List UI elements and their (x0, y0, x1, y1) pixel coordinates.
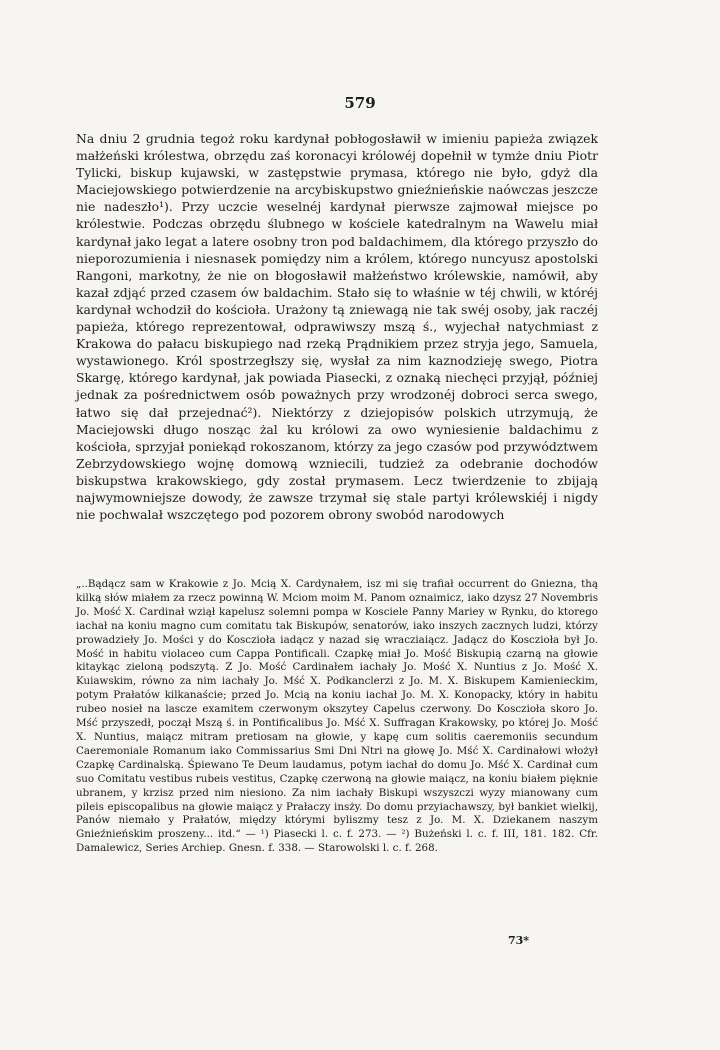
printer-signature-mark: 73* (508, 934, 530, 947)
page-number: 579 (344, 94, 376, 112)
main-body-text (76, 130, 598, 523)
footnotes (76, 578, 598, 856)
main-paragraph: Na dniu 2 grudnia tegoż roku kardynał pobłogosławił w imieniu papieża związek małżeński królestwa, obrzędu zaś koronacyi królowéj dopełnił w tymże dniu Piotr Tylicki, biskup kujawski, w zastępstwie prymasa, którego nie było, gdyż dla Maciejowskiego potwierdzenie na arcybiskupstwo gnieźnieńskie naówczas jeszcze nie nadeszło¹). Przy uczcie weselnéj kardynał pierwsze zajmował miejsce po królestwie. Podczas obrzędu ślubnego w kościele katedralnym na Wawelu miał kardynał jako legat a latere osobny tron pod baldachimem, dla którego przyszło do nieporozumienia i niesnasek pomiędzy nim a królem, którego nuncyusz apostolski Rangoni, markotny, że nie on błogosławił małżeństwo królewskie, namówił, aby kazał zdjąć przed czasem ów baldachim. Stało się to właśnie w téj chwili, w któréj kardynał wchodził do kościoła. Urażony tą zniewagą nie tak swéj osoby, jak raczéj papieża, którego reprezentował, odprawiwszy mszą ś., wyjechał natychmiast z Krakowa do pałacu biskupiego nad rzeką Prądnikiem przez stryja jego, Samuela, wystawionego. Król spostrzegłszy się, wysłał za nim kaznodzieję swego, Piotra Skargę, którego kardynał, jak powiada Piasecki, z oznaką niechęci przyjął, później jednak za pośrednictwem osób poważnych przy wrodzonéj dobroci serca swego, łatwo się dał przejednać²). Niektórzy z dziejopisów polskich utrzymują, że Maciejowski długo nosząc żal ku królowi za owo wyniesienie baldachimu z kościoła, sprzyjał poniekąd rokoszanom, którzy za jego czasów pod przywództwem Zebrzydowskiego wojnę domową wzniecili, tudzież za odebranie dochodów biskupstwa krakowskiego, gdy został prymasem. Lecz twierdzenie to zbijają najwymowniejsze dowody, że zawsze trzymał się stale partyi królewskiéj i nigdy nie pochwalał wszczętego pod pozorem obrony swobód narodowych (76, 131, 598, 523)
footnote-paragraph: „..Bądącz sam w Krakowie z Jo. Mcią X. Cardynałem, isz mi się trafiał occurrent do Gniezna, thą kilką słów miałem za rzecz powinną W. Mciom moim M. Panom oznaimicz, iako dzysz 27 Novembris Jo. Mość X. Cardinał wziął kapelusz solemni pompa w Kosciele Panny Mariey w Rynku, do ktorego iachał na koniu magno cum comitatu tak Biskupów, senatorów, iako inszych zacznych ludzi, którzy prowadzieły Jo. Mości y do Kosczioła iadącz y nazad się wracziaiącz. Jadącz do Kosczioła był Jo. Mość in habitu violaceo cum Cappa Pontificali. Czapkę miał Jo. Mość Biskupią czarną na głowie kitaykąc zieloną podszytą. Z Jo. Mość Cardinałem iachały Jo. Mość X. Nuntius z Jo. Mość X. Kuiawskim, równo za nim iachały Jo. Mść X. Podkanclerzi z Jo. M. X. Biskupem Kamienieckim, potym Prałatów kilkanaście; przed Jo. Mcią na koniu iachał Jo. M. X. Konopacky, który in habitu rubeo nosieł na lascze examitem czerwonym okszytey Capelus czerwony. Do Kosczioła skoro Jo. Mść przyszedł, począł Mszą ś. in Pontificalibus Jo. Mść X. Suffragan Krakowsky, po której Jo. Mość X. Nuntius, maiącz mitram pretiosam na głowie, y kapę cum solitis caeremoniis secundum Caeremoniale Romanum iako Commissarius Smi Dni Ntri na głowę Jo. Mść X. Cardinałowi włożył Czapkę Cardinalską. Śpiewano Te Deum laudamus, potym iachał do domu Jo. Mść X. Cardinał cum suo Comitatu vestibus rubeis vestitus, Czapkę czerwoną na głowie maiącz, na koniu białem pięknie ubranem, y krzisz przed nim niesiono. Za nim iachały Biskupi wszyszczi wyzy mianowany cum pileis episcopalibus na głowie maiącz y Prałaczy insży. Do domu przyiachawszy, był bankiet wielkij, Panów niemało y Prałatów, między którymi byliszmy tesz z Jo. M. X. Dziekanem naszym Gnieźnieńskim proszeny... itd.“ — ¹) Piasecki l. c. f. 273. — ²) Bużeński l. c. f. III, 181. 182. Cfr. Damalewicz, Series Archiep. Gnesn. f. 338. — Starowolski l. c. f. 268. (76, 578, 598, 855)
